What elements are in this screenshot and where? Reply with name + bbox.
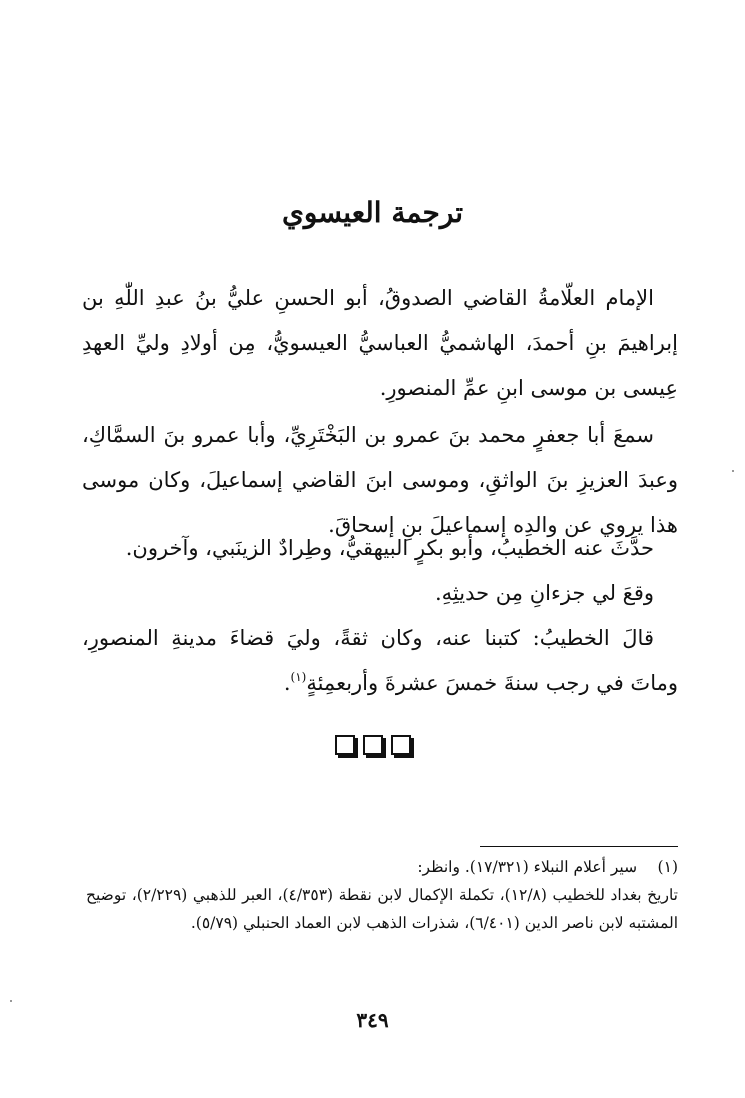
paragraph-students: حدَّثَ عنه الخطيبُ، وأبو بكرٍ البيهقيُّ، وطِرادٌ الزينَبي، وآخرون. xyxy=(125,536,654,560)
footnote-references: تاريخ بغداد للخطيب (١٢/٨)، تكملة الإكمال لابن نقطة (٤/٣٥٣)، العبر للذهبي (٢/٢٢٩)، توضيح المشتبه لابن ناصر الدين (٦/٤٠١)، شذرات الذهب لابن العماد الحنبلي (٥/٧٩). xyxy=(86,886,678,932)
footnote-first-line xyxy=(86,853,678,881)
separator-square-icon xyxy=(335,735,355,755)
footnote-divider xyxy=(480,846,678,847)
paragraph-teachers: سمعَ أبا جعفرٍ محمد بنَ عمرو بن البَخْتَرِيِّ، وأبا عمرو بنَ السمَّاكِ، وعبدَ العزيزِ بنَ الواثقِ، وموسى ابنَ القاضي إسماعيلَ، وكان موسى هذا يروي عن والدِه إسماعيلَ بنِ إسحاقَ. xyxy=(82,423,678,537)
section-separator xyxy=(0,735,745,755)
paragraph-death-text: قالَ الخطيبُ: كتبنا عنه، وكان ثقةً، وليَ قضاءَ مدينةِ المنصورِ، وماتَ في رجب سنةَ خمسَ عشرةَ وأربعمِئةٍ xyxy=(82,626,678,695)
paragraph-biography: الإمام العلّامةُ القاضي الصدوقُ، أبو الحسنِ عليُّ بنُ عبدِ اللّٰهِ بن إبراهيمَ بنِ أحمدَ، الهاشميُّ العباسيُّ العيسويُّ، مِن أولادِ وليِّ العهدِ عِيسى بن موسى ابنِ عمِّ المنصورِ. xyxy=(82,286,678,400)
scan-speck xyxy=(10,1000,12,1002)
scan-speck xyxy=(732,470,734,472)
separator-square-icon xyxy=(391,735,411,755)
paragraph-death-end: . xyxy=(283,671,291,695)
footnote-number: (١) xyxy=(657,858,678,876)
paragraph-hadith-parts: وقعَ لي جزءانِ مِن حديثِهِ. xyxy=(434,581,654,605)
paragraph-death xyxy=(82,616,678,706)
separator-square-icon xyxy=(363,735,383,755)
chapter-title: ترجمة العيسوي xyxy=(281,196,464,229)
footnote-source: سير أعلام النبلاء (١٧/٣٢١). وانظر: xyxy=(417,858,638,876)
footnote-block xyxy=(86,853,678,937)
page-number: ٣٤٩ xyxy=(356,1008,389,1032)
footnote-reference[interactable]: (١) xyxy=(290,670,307,684)
